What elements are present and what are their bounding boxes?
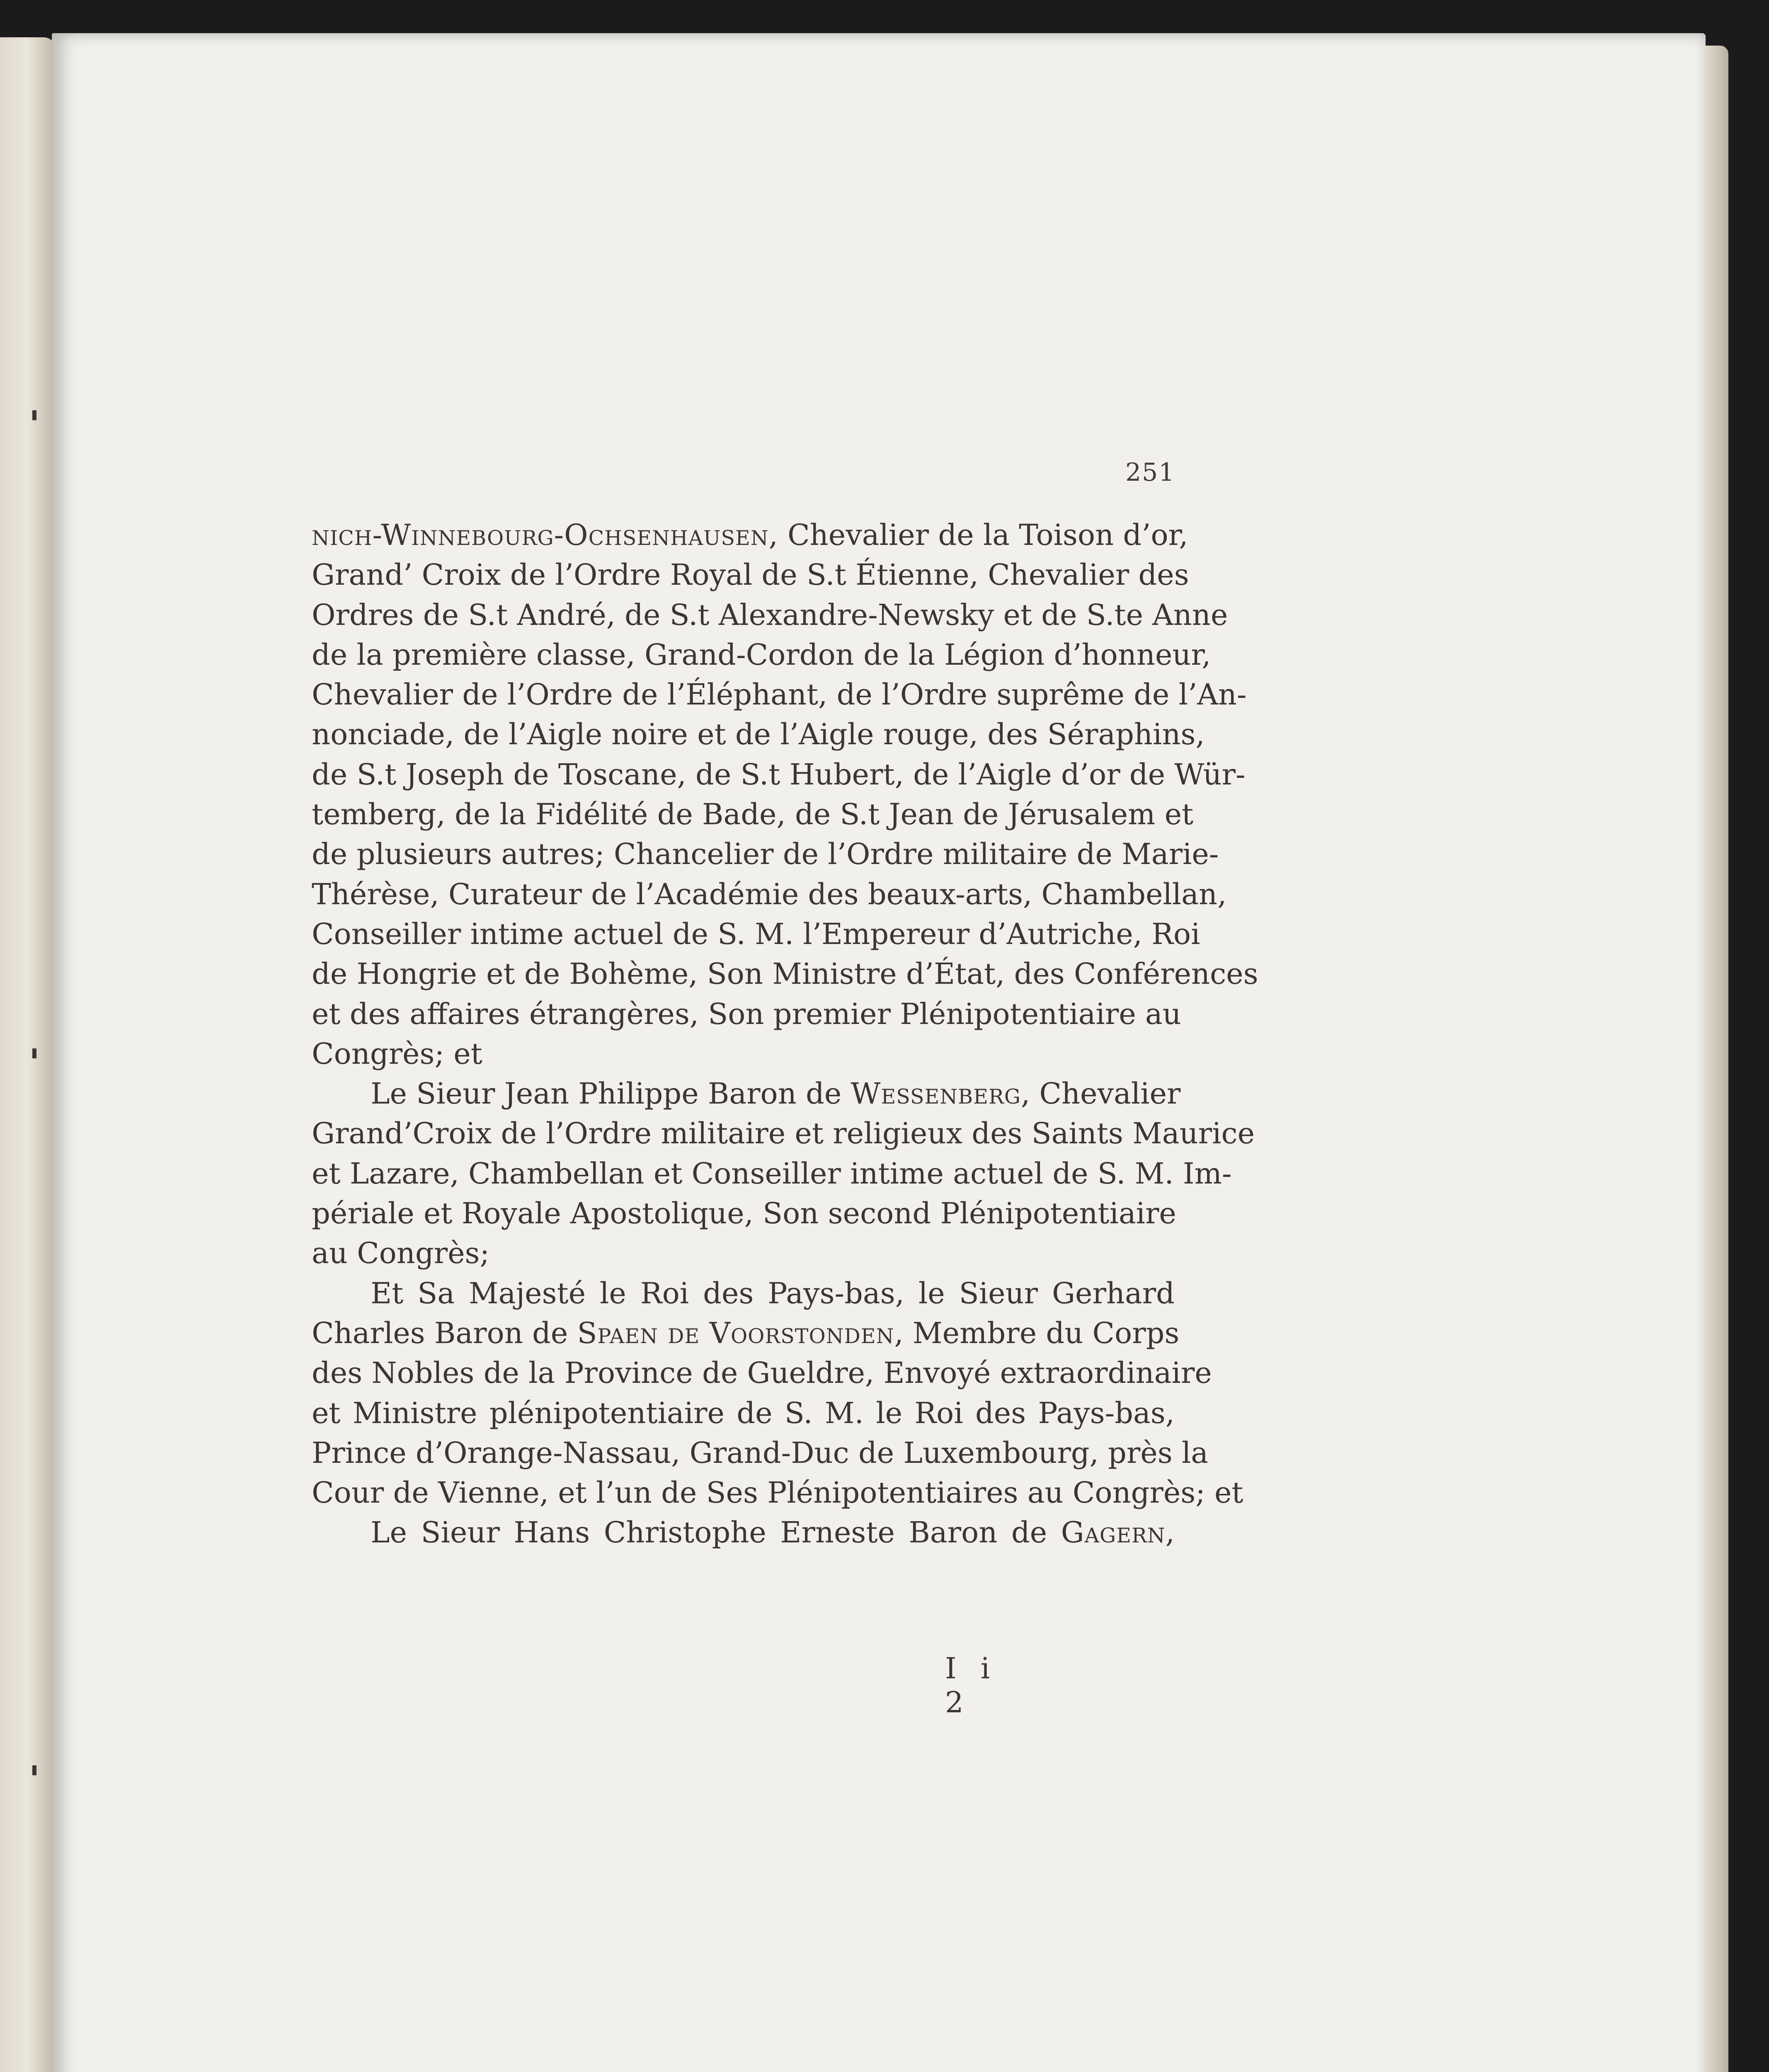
signature-mark: I i 2 — [945, 1651, 998, 1719]
margin-mark — [32, 410, 36, 420]
text-line: Ordres de S.t André, de S.t Alexandre-Newsky et de S.te Anne — [312, 598, 1228, 632]
text-line: au Congrès; — [312, 1236, 490, 1271]
text-line: de Hongrie et de Bohème, Son Ministre d’État, des Conférences — [312, 957, 1258, 991]
text-line: de plusieurs autres; Chancelier de l’Ordre militaire de Marie- — [312, 837, 1219, 871]
text-line: périale et Royale Apostolique, Son second Plénipotentiaire — [312, 1196, 1176, 1231]
margin-mark — [32, 1048, 36, 1058]
text-line: nonciade, de l’Aigle noire et de l’Aigle rouge, des Séraphins, — [312, 717, 1205, 752]
text-line: Congrès; et — [312, 1036, 482, 1071]
text-line: nich-Winnebourg-Ochsenhausen, Chevalier de la Toison d’or, — [312, 518, 1188, 552]
text-line: Prince d’Orange-Nassau, Grand-Duc de Luxembourg, près la — [312, 1435, 1209, 1470]
text-line: Le Sieur Jean Philippe Baron de Wessenberg, Chevalier — [371, 1077, 1181, 1111]
text-line: Le Sieur Hans Christophe Erneste Baron de Gagern, — [371, 1515, 1175, 1550]
facing-page-edge — [0, 37, 56, 2072]
text-line: de S.t Joseph de Toscane, de S.t Hubert, de l’Aigle d’or de Wür- — [312, 757, 1246, 792]
text-line: Thérèse, Curateur de l’Académie des beaux-arts, Chambellan, — [312, 877, 1227, 911]
text-line: des Nobles de la Province de Gueldre, Envoyé extraordinaire — [312, 1356, 1212, 1390]
text-line: Cour de Vienne, et l’un de Ses Plénipotentiaires au Congrès; et — [312, 1476, 1243, 1510]
text-line: et des affaires étrangères, Son premier Plénipotentiaire au — [312, 997, 1181, 1031]
body-text — [312, 515, 1258, 1553]
page-number: 251 — [1125, 458, 1175, 487]
text-line: temberg, de la Fidélité de Bade, de S.t Jean de Jérusalem et — [312, 797, 1194, 832]
text-line: et Ministre plénipotentiaire de S. M. le Roi des Pays-bas, — [312, 1396, 1175, 1430]
text-line: Chevalier de l’Ordre de l’Éléphant, de l’Ordre suprême de l’An- — [312, 678, 1247, 712]
text-line: Grand’Croix de l’Ordre militaire et religieux des Saints Maurice — [312, 1116, 1255, 1151]
text-line: Et Sa Majesté le Roi des Pays-bas, le Sieur Gerhard — [371, 1276, 1175, 1310]
text-line: et Lazare, Chambellan et Conseiller intime actuel de S. M. Im- — [312, 1156, 1232, 1191]
text-line: de la première classe, Grand-Cordon de la Légion d’honneur, — [312, 637, 1211, 672]
text-line: Conseiller intime actuel de S. M. l’Empereur d’Autriche, Roi — [312, 917, 1200, 951]
text-line: Charles Baron de Spaen de Voorstonden, Membre du Corps — [312, 1316, 1180, 1350]
margin-mark — [32, 1765, 36, 1775]
text-line: Grand’ Croix de l’Ordre Royal de S.t Étienne, Chevalier des — [312, 558, 1189, 592]
